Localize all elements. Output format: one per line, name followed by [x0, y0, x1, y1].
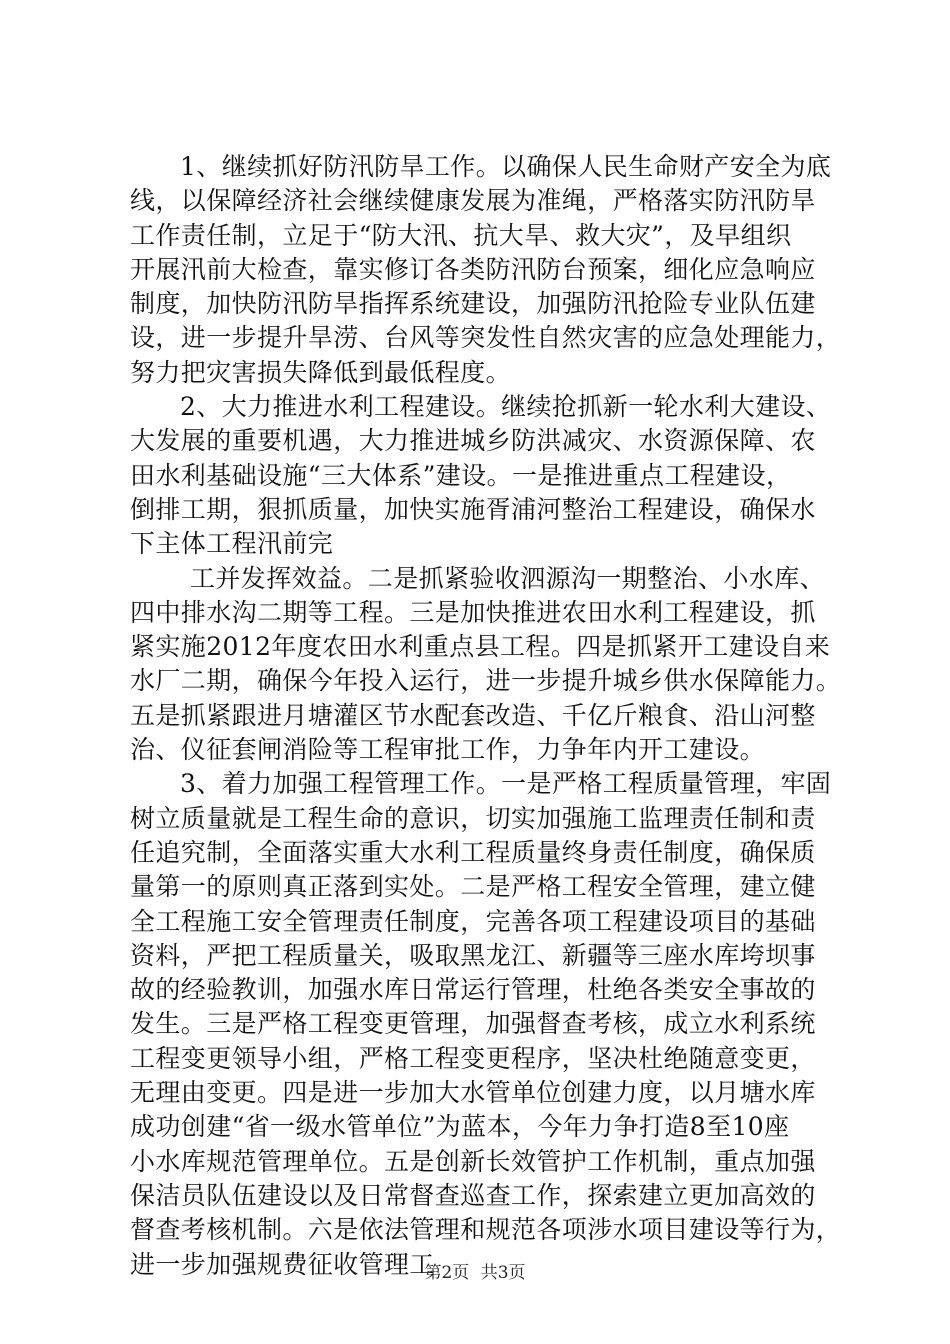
text-line: 3、着力加强工程管理工作。一是严格工程质量管理，牢固: [180, 769, 832, 799]
text-line: 资料，严把工程质量关，吸取黑龙江、新疆等三座水库垮坝事: [130, 940, 816, 970]
page-total: 共3页: [480, 1263, 526, 1283]
page-footer: [0, 1262, 950, 1284]
text-line: 督查考核机制。六是依法管理和规范各项涉水项目建设等行为，: [130, 1215, 842, 1245]
text-line: 下主体工程汛前完: [130, 529, 334, 559]
text-line: 线，以保障经济社会继续健康发展为准绳，严格落实防汛防旱: [130, 186, 816, 216]
text-line: 设，进一步提升旱涝、台风等突发性自然灾害的应急处理能力，: [130, 323, 842, 353]
text-line: 1、继续抓好防汛防旱工作。以确保人民生命财产安全为底: [180, 152, 832, 181]
page-number: 第2页: [424, 1263, 470, 1283]
text-line: 保洁员队伍建设以及日常督查巡查工作，探索建立更加高效的: [130, 1180, 816, 1210]
text-line: 大发展的重要机遇，大力推进城乡防洪减灾、水资源保障、农: [130, 426, 816, 456]
text-line: 治、仪征套闸消险等工程审批工作，力争年内开工建设。: [130, 735, 766, 765]
text-line: 四中排水沟二期等工程。三是加快推进农田水利工程建设，抓: [130, 597, 816, 627]
text-line: 故的经验教训，加强水库日常运行管理，杜绝各类安全事故的: [130, 975, 816, 1005]
text-line: 开展汛前大检查，靠实修订各类防汛防台预案，细化应急响应: [130, 254, 816, 284]
text-line: 任追究制，全面落实重大水利工程质量终身责任制度，确保质: [130, 837, 816, 867]
text-line: 无理由变更。四是进一步加大水管单位创建力度，以月塘水库: [130, 1078, 816, 1108]
text-line: 五是抓紧跟进月塘灌区节水配套改造、千亿斤粮食、沿山河整: [130, 700, 816, 730]
text-line: 小水库规范管理单位。五是创新长效管护工作机制，重点加强: [130, 1146, 816, 1176]
text-line: 工程变更领导小组，严格工程变更程序，坚决杜绝随意变更，: [130, 1043, 816, 1073]
text-line: 制度，加快防汛防旱指挥系统建设，加强防汛抢险专业队伍建: [130, 289, 816, 319]
text-line: 田水利基础设施“三大体系”建设。一是推进重点工程建设，: [130, 460, 792, 490]
text-line: 工并发挥效益。二是抓紧验收泗源沟一期整治、小水库、: [190, 563, 826, 593]
text-line: 倒排工期，狠抓质量，加快实施胥浦河整治工程建设，确保水: [130, 494, 816, 524]
text-line: 成功创建“省一级水管单位”为蓝本，今年力争打造8至10座: [130, 1112, 790, 1142]
text-line: 全工程施工安全管理责任制度，完善各项工程建设项目的基础: [130, 906, 816, 936]
text-line: 发生。三是严格工程变更管理，加强督查考核，成立水利系统: [130, 1009, 816, 1039]
text-line: 工作责任制，立足于“防大汛、抗大旱、救大灾”，及早组织: [130, 220, 792, 250]
text-line: 进一步加强规费征收管理工: [130, 1249, 435, 1279]
text-line: 努力把灾害损失降低到最低程度。: [130, 357, 512, 387]
document-body: [130, 150, 850, 1282]
text-line: 紧实施2012年度农田水利重点县工程。四是抓紧开工建设自来: [130, 632, 831, 662]
text-line: 树立质量就是工程生命的意识，切实加强施工监理责任制和责: [130, 803, 816, 833]
text-line: 2、大力推进水利工程建设。继续抢抓新一轮水利大建设、: [180, 392, 832, 422]
text-line: 水厂二期，确保今年投入运行，进一步提升城乡供水保障能力。: [130, 666, 842, 696]
text-line: 量第一的原则真正落到实处。二是严格工程安全管理，建立健: [130, 872, 816, 902]
